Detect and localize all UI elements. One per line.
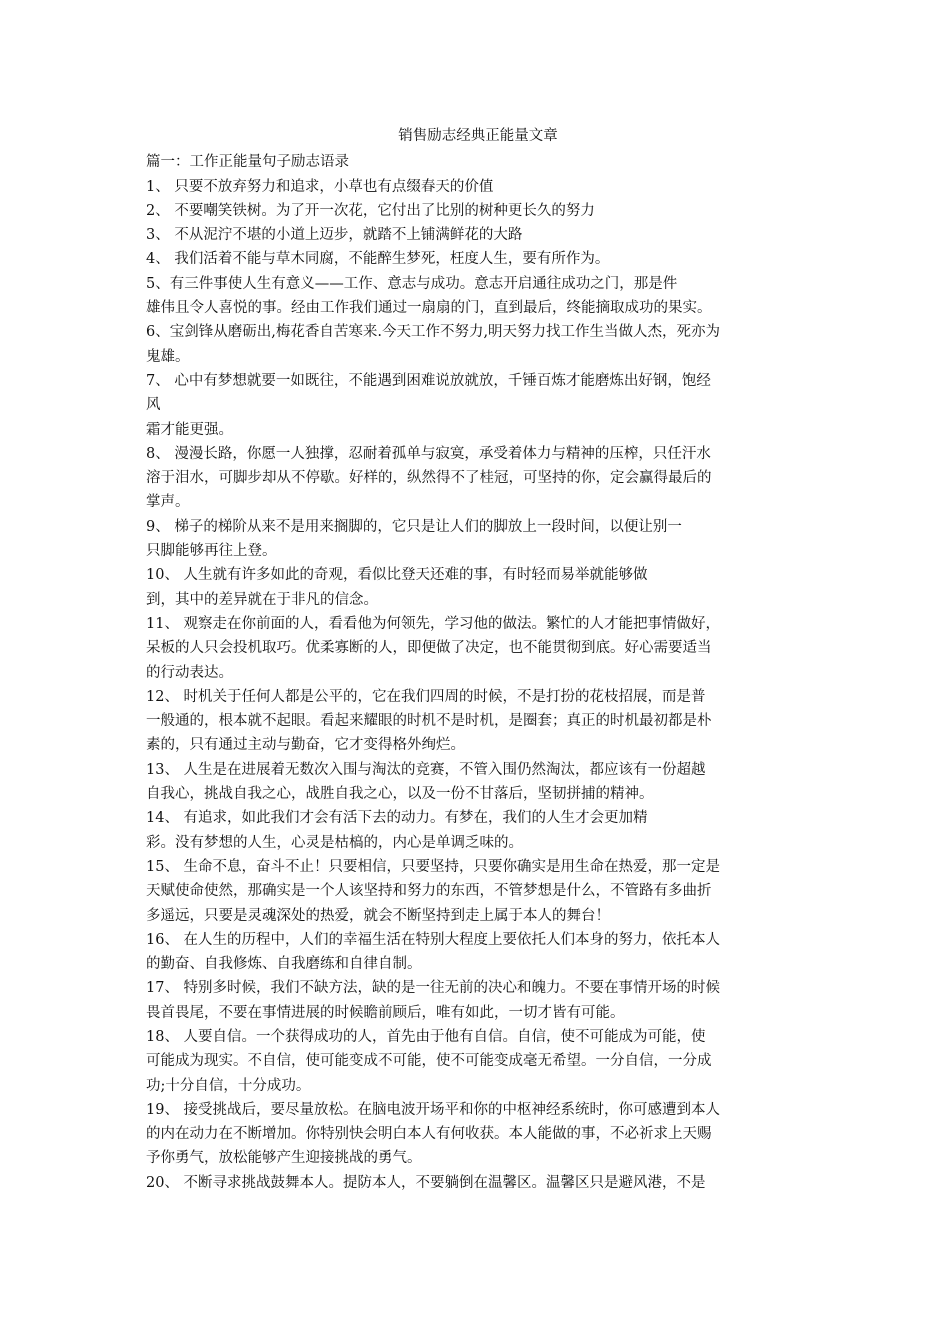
text-line: 18、 人要自信。一个获得成功的人，首先由于他有自信。自信，使不可能成为可能，使 <box>146 1028 706 1045</box>
text-line: 11、 观察走在你前面的人，看看他为何领先，学习他的做法。繁忙的人才能把事情做好， <box>146 615 721 632</box>
text-line: 14、 有追求，如此我们才会有活下去的动力。有梦在，我们的人生才会更加精 <box>146 810 648 827</box>
text-line: 只脚能够再往上登。 <box>146 543 277 560</box>
text-line: 到，其中的差异就在于非凡的信念。 <box>146 591 378 608</box>
text-line: 畏首畏尾，不要在事情进展的时候瞻前顾后，唯有如此，一切才皆有可能。 <box>146 1004 625 1021</box>
text-line: 的行动表达。 <box>146 664 233 681</box>
text-line: 2、 不要嘲笑铁树。为了开一次花，它付出了比别的树种更长久的努力 <box>146 202 595 219</box>
text-line: 风 <box>146 397 161 414</box>
text-line: 多遥远，只要是灵魂深处的热爱，就会不断坚持到走上属于本人的舞台！ <box>146 907 610 924</box>
text-line: 功;十分自信，十分成功。 <box>146 1077 311 1094</box>
text-line: 鬼雄。 <box>146 348 190 365</box>
text-line: 一般通的，根本就不起眼。看起来耀眼的时机不是时机，是圈套；真正的时机最初都是朴 <box>146 713 712 730</box>
text-line: 1、 只要不放弃努力和追求，小草也有点缀春天的价值 <box>146 178 494 195</box>
text-line: 雄伟且令人喜悦的事。经由工作我们通过一扇扇的门，直到最后，终能摘取成功的果实。 <box>146 300 712 317</box>
text-line: 5、有三件事使人生有意义——工作、意志与成功。意志开启通往成功之门，那是件 <box>146 275 678 292</box>
text-line: 12、 时机关于任何人都是公平的，它在我们四周的时候，不是打扮的花枝招展，而是普 <box>146 688 706 705</box>
text-line: 呆板的人只会投机取巧。优柔寡断的人，即便做了决定，也不能贯彻到底。好心需要适当 <box>146 640 712 657</box>
text-line: 可能成为现实。不自信，使可能变成不可能，使不可能变成毫无希望。一分自信，一分成 <box>146 1053 712 1070</box>
text-line: 掌声。 <box>146 494 190 511</box>
text-line: 彩。没有梦想的人生，心灵是枯槁的，内心是单调乏味的。 <box>146 834 523 851</box>
text-line: 3、 不从泥泞不堪的小道上迈步，就踏不上铺满鲜花的大路 <box>146 227 523 244</box>
text-line: 7、 心中有梦想就要一如既往，不能遇到困难说放就放，千锤百炼才能磨炼出好钢，饱经 <box>146 372 711 389</box>
document-title: 销售励志经典正能量文章 <box>398 128 558 144</box>
text-line: 4、 我们活着不能与草木同腐，不能醉生梦死，枉度人生，要有所作为。 <box>146 251 610 268</box>
text-line: 9、 梯子的梯阶从来不是用来搁脚的，它只是让人们的脚放上一段时间，以便让别一 <box>146 518 682 535</box>
text-line: 10、 人生就有许多如此的奇观，看似比登天还难的事，有时轻而易举就能够做 <box>146 567 648 584</box>
text-line: 的勤奋、自我修炼、自我磨练和自律自制。 <box>146 956 422 973</box>
text-line: 予你勇气，放松能够产生迎接挑战的勇气。 <box>146 1150 422 1167</box>
text-line: 篇一：工作正能量句子励志语录 <box>146 154 349 171</box>
text-line: 8、 漫漫长路，你愿一人独撑，忍耐着孤单与寂寞，承受着体力与精神的压榨，只任汗水 <box>146 445 711 462</box>
text-line: 13、 人生是在进展着无数次入围与淘汰的竞赛，不管入围仍然淘汰，都应该有一份超越 <box>146 761 706 778</box>
text-line: 15、 生命不息，奋斗不止！只要相信，只要坚持，只要你确实是用生命在热爱，那一定是 <box>146 858 721 875</box>
text-line: 霜才能更强。 <box>146 421 233 438</box>
text-line: 16、 在人生的历程中，人们的幸福生活在特别大程度上要依托人们本身的努力，依托本人 <box>146 931 721 948</box>
text-line: 6、宝剑锋从磨砺出,梅花香自苦寒来.今天工作不努力,明天努力找工作生当做人杰，死亦为 <box>146 324 721 341</box>
document-body <box>146 150 810 1195</box>
text-line: 素的，只有通过主动与勤奋，它才变得格外绚烂。 <box>146 737 465 754</box>
text-line: 的内在动力在不断增加。你特别快会明白本人有何收获。本人能做的事，不必祈求上天赐 <box>146 1126 712 1143</box>
text-line: 溶于泪水，可脚步却从不停歇。好样的，纵然得不了桂冠，可坚持的你，定会赢得最后的 <box>146 470 712 487</box>
text-line: 20、 不断寻求挑战鼓舞本人。提防本人，不要躺倒在温馨区。温馨区只是避风港，不是 <box>146 1174 706 1191</box>
text-line: 19、 接受挑战后，要尽量放松。在脑电波开场平和你的中枢神经系统时，你可感遭到本人 <box>146 1101 721 1118</box>
text-line: 自我心，挑战自我之心，战胜自我之心，以及一份不甘落后，坚韧拼捕的精神。 <box>146 786 654 803</box>
text-line: 天赋使命使然，那确实是一个人该坚持和努力的东西，不管梦想是什么，不管路有多曲折 <box>146 883 712 900</box>
text-line: 17、 特别多时候，我们不缺方法，缺的是一往无前的决心和魄力。不要在事情开场的时候 <box>146 980 721 997</box>
document-page <box>146 124 810 1195</box>
